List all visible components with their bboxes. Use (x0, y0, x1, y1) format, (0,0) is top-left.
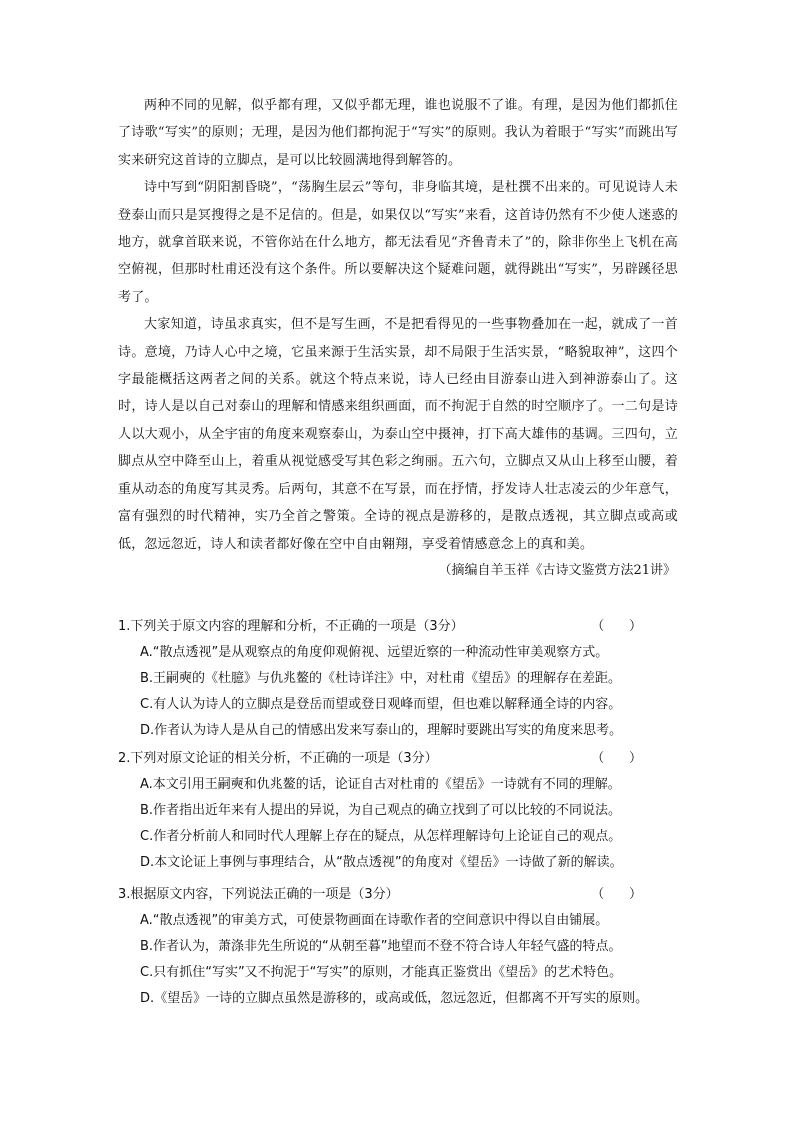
paragraph-3: 大家知道，诗虽求真实，但不是写生画，不是把看得见的一些事物叠加在一起，就成了一首诗。意境，乃诗人心中之境，它虽来源于生活实景，却不局限于生活实景，“略貌取神”，这四个字最能概括这两者之间的关系。就这个特点来说，诗人已经由目游泰山进入到神游泰山了。这时，诗人是以自己对泰山的理解和情感来组织画面，而不拘泥于自然的时空顺序了。一二句是诗人以大观小，从全宇宙的角度来观察泰山，为泰山空中摄神，打下高大雄伟的基调。三四句，立脚点从空中降至山上，着重从视觉感受写其色彩之绚丽。五六句，立脚点又从山上移至山腰，着重从动态的角度写其灵秀。后两句，其意不在写景，而在抒情，抒发诗人壮志凌云的少年意气，富有强烈的时代精神，实乃全首之警策。全诗的视点是游移的，是散点透视，其立脚点或高或低，忽远忽近，诗人和读者都好像在空中自由翱翔，享受着情感意念上的真和美。 (118, 317, 678, 552)
paragraph-1: 两种不同的见解，似乎都有理，又似乎都无理，谁也说服不了谁。有理，是因为他们都抓住了诗歌“写实”的原则；无理，是因为他们都拘泥于“写实”的原则。我认为着眼于“写实”而跳出写实来研究这首诗的立脚点，是可以比较圆满地得到解答的。 (118, 98, 678, 168)
option-b: B.王嗣奭的《杜臆》与仇兆鳌的《杜诗详注》中，对杜甫《望岳》的理解存在差距。 (140, 671, 622, 686)
question-text: 1.下列关于原文内容的理解和分析，不正确的一项是（3分） (118, 619, 464, 634)
passage (118, 92, 678, 584)
option-c: C.只有抓住“写实”又不拘泥于“写实”的原则，才能真正鉴赏出《望岳》的艺术特色。 (140, 965, 623, 980)
paragraph-2: 诗中写到“阴阳割昏晓”，“荡胸生层云”等句，非身临其境，是杜撰不出来的。可见说诗人未登泰山而只是冥搜得之是不足信的。但是，如果仅以“写实”来看，这首诗仍然有不少使人迷惑的地方，就拿首联来说，不管你站在什么地方，都无法看见“齐鲁青未了”的，除非你坐上飞机在高空俯视，但那时杜甫还没有这个条件。所以要解决这个疑难问题，就得跳出“写实”，另辟蹊径思考了。 (118, 180, 678, 305)
question-text: 2.下列对原文论证的相关分析，不正确的一项是（3分） (118, 751, 438, 766)
option-c: C.作者分析前人和同时代人理解上存在的疑点，从怎样理解诗句上论证自己的观点。 (140, 829, 622, 844)
option-a: A.“散点透视”的审美方式，可使景物画面在诗歌作者的空间意识中得以自由铺展。 (140, 913, 609, 928)
question-stem (118, 882, 680, 908)
question-1 (118, 614, 680, 744)
option-d: D.本文论证上事例与事理结合，从“散点透视”的角度对《望岳》一诗做了新的解读。 (140, 855, 623, 870)
answer-blank: （ ） (591, 887, 642, 902)
question-2 (118, 746, 680, 876)
option-c: C.有人认为诗人的立脚点是登岳而望或登日观峰而望，但也难以解释通全诗的内容。 (140, 697, 622, 712)
question-text: 3.根据原文内容，下列说法正确的一项是（3分） (118, 887, 399, 902)
option-b: B.作者认为，萧涤非先生所说的“从朝至暮”地望而不登不符合诗人年轻气盛的特点。 (140, 939, 622, 954)
option-d: D.《望岳》一诗的立脚点虽然是游移的，或高或低，忽远忽近，但都离不开写实的原则。 (140, 991, 649, 1006)
question-stem (118, 746, 680, 772)
source-citation: （摘编自羊玉祥《古诗文鉴赏方法21讲》 (438, 562, 676, 578)
option-b: B.作者指出近年来有人提出的异说，为自己观点的确立找到了可以比较的不同说法。 (140, 803, 622, 818)
question-stem (118, 614, 680, 640)
option-a: A.本文引用王嗣奭和仇兆鳌的话，论证自古对杜甫的《望岳》一诗就有不同的理解。 (140, 777, 621, 792)
question-3 (118, 882, 680, 1012)
option-a: A.“散点透视”是从观察点的角度仰观俯视、远望近察的一种流动性审美观察方式。 (140, 645, 609, 660)
option-d: D.作者认为诗人是从自己的情感出发来写泰山的，理解时要跳出写实的角度来思考。 (140, 723, 623, 738)
answer-blank: （ ） (591, 751, 642, 766)
answer-blank: （ ） (591, 619, 642, 634)
